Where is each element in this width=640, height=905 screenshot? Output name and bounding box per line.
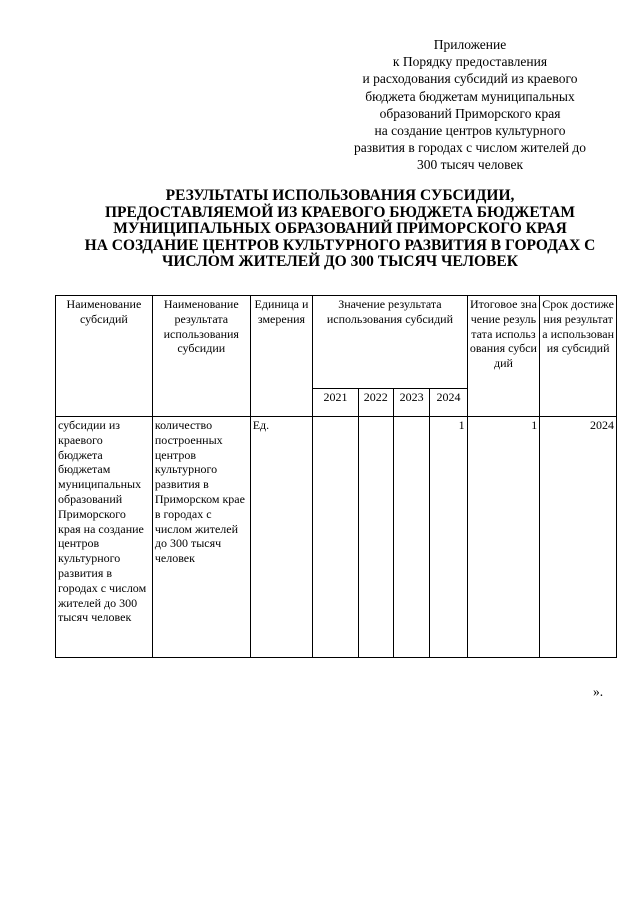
appendix-line: развития в городах с числом жителей до	[353, 140, 587, 156]
closing-quote: ».	[593, 684, 604, 699]
title-line: МУНИЦИПАЛЬНЫХ ОБРАЗОВАНИЙ ПРИМОРСКОГО КРАЯ	[113, 220, 567, 238]
header-result-name: Наименование результата использования субсидии	[152, 296, 250, 417]
appendix-line: бюджета бюджетам муниципальных	[365, 88, 575, 104]
header-unit: Единица измерения	[250, 296, 313, 417]
cell-value-2021	[313, 417, 358, 658]
document-title	[40, 188, 640, 271]
year-header: 2022	[358, 389, 393, 417]
appendix-line: 300 тысяч человек	[416, 157, 524, 173]
year-header: 2024	[430, 389, 467, 417]
title-line: НА СОЗДАНИЕ ЦЕНТРОВ КУЛЬТУРНОГО РАЗВИТИЯ В ГОРОДАХ С	[84, 236, 596, 254]
year-header: 2023	[393, 389, 429, 417]
header-subsidy-name: Наименование субсидий	[56, 296, 153, 417]
header-total: Итоговое значение результата использования субсидий	[467, 296, 540, 417]
year-header: 2021	[313, 389, 358, 417]
appendix-line: Приложение	[433, 37, 507, 52]
appendix-line: к Порядку предоставления	[392, 54, 548, 70]
appendix-line: и расходования субсидий из краевого	[362, 71, 578, 87]
cell-subsidy-name: субсидии из краевого бюджета бюджетам муниципальных образований Приморского края на создание центров культурного развития в городах с числом жителей до 300 тысяч человек	[56, 417, 153, 658]
title-line: РЕЗУЛЬТАТЫ ИСПОЛЬЗОВАНИЯ СУБСИДИИ,	[165, 187, 515, 204]
appendix-line: на создание центров культурного	[374, 123, 566, 139]
cell-value-2022	[358, 417, 393, 658]
cell-total: 1	[467, 417, 540, 658]
header-value-group: Значение результата использования субсидий	[313, 296, 467, 389]
cell-value-2024: 1	[430, 417, 467, 658]
cell-result-name: количество построенных центров культурного развития в Приморском крае в городах с числом жителей до 300 тысяч человек	[152, 417, 250, 658]
results-table	[55, 295, 617, 658]
title-line: ПРЕДОСТАВЛЯЕМОЙ ИЗ КРАЕВОГО БЮДЖЕТА БЮДЖЕТАМ	[104, 203, 576, 221]
appendix-block	[320, 36, 620, 174]
title-line: ЧИСЛОМ ЖИТЕЛЕЙ ДО 300 ТЫСЯЧ ЧЕЛОВЕК	[162, 253, 518, 271]
cell-deadline: 2024	[540, 417, 617, 658]
cell-unit: Ед.	[250, 417, 313, 658]
header-deadline: Срок достижения результата использования субсидий	[540, 296, 617, 417]
table-row	[56, 417, 617, 658]
cell-value-2023	[393, 417, 429, 658]
appendix-line: образований Приморского края	[379, 105, 561, 121]
table-header-row	[56, 296, 617, 389]
